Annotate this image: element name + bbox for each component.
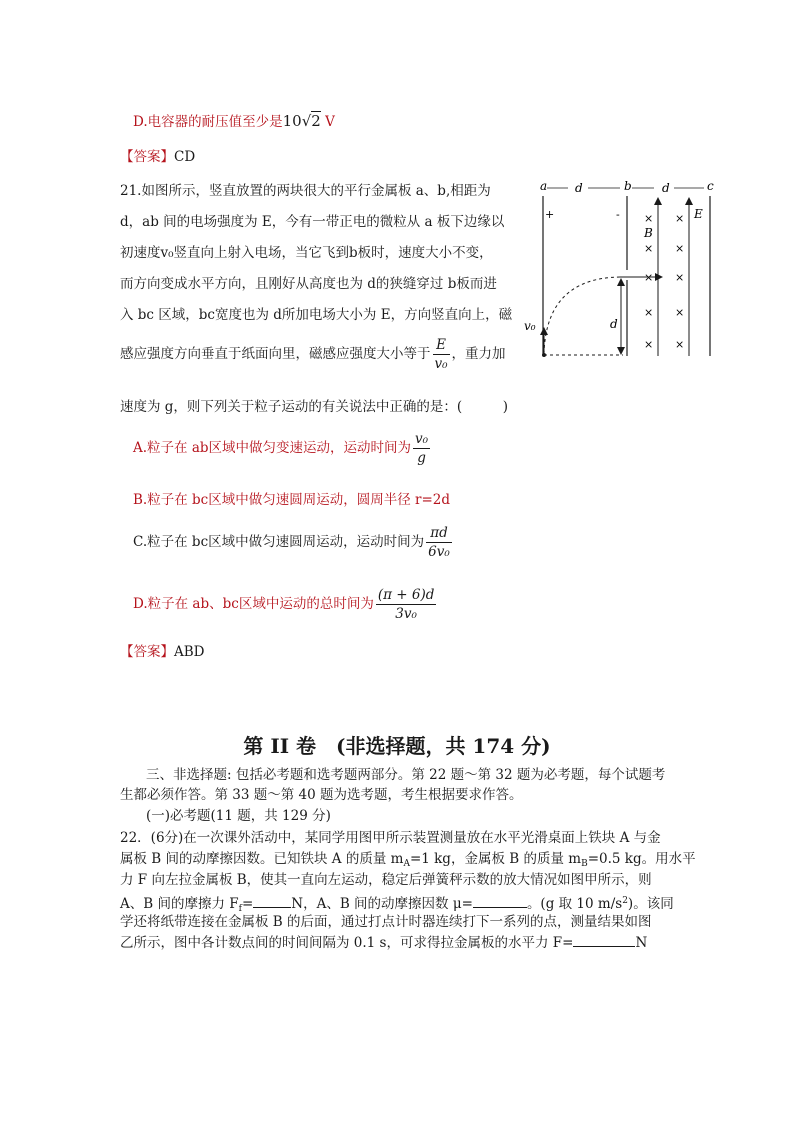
cross-mark: × — [644, 306, 654, 319]
option-a — [133, 430, 432, 467]
q22-l6a: 乙所示，图中各计数点间的时间间隔为 0.1 s，可求得拉金属板的水平力 F= — [120, 935, 574, 951]
option-a-text: A.粒子在 ab区域中做匀变速运动，运动时间为 — [133, 440, 412, 456]
prev-option-d — [133, 110, 335, 130]
q21-line: 而方向变成水平方向，且刚好从高度也为 d的狭缝穿过 b板而进 — [120, 276, 497, 292]
sqrt-icon: √ — [301, 112, 312, 130]
q21-line6-prefix: 感应强度方向垂直于纸面向里，磁感应强度大小等于 — [120, 346, 431, 362]
prev-option-d-text: D.电容器的耐压值至少是 — [133, 114, 283, 130]
frac-num: πd — [426, 524, 452, 543]
frac-num: E — [433, 336, 450, 355]
answer-1-value: CD — [174, 149, 196, 165]
label-d-top-2: d — [662, 181, 670, 195]
option-c-text: C.粒子在 bc区域中做匀速圆周运动，运动时间为 — [133, 534, 425, 550]
cross-mark: × — [675, 271, 685, 284]
section-2-intro-1: 三、非选择题: 包括必考题和选考题两部分。第 22 题～第 32 题为必考题，每个试题考 — [146, 767, 666, 783]
label-a: a — [540, 179, 548, 193]
option-a-fraction — [413, 430, 430, 467]
q22-l4e: )。该同 — [627, 896, 674, 912]
q22-l4d: 。(g 取 10 m/s — [526, 896, 623, 912]
q21-line: 初速度v₀竖直向上射入电场，当它飞到b板时，速度大小不变， — [120, 245, 493, 261]
section-2-title: 第 II 卷 (非选择题，共 174 分) — [243, 734, 551, 758]
option-d-fraction — [376, 586, 437, 623]
q22-l4sup: 2 — [622, 896, 628, 906]
q22-l2sub1: A — [403, 859, 410, 869]
q21-figure — [520, 178, 720, 368]
frac-den: v₀ — [434, 356, 448, 372]
q22-l4b: = — [241, 896, 254, 912]
section-2-sub: (一)必考题(11 题，共 129 分) — [146, 808, 331, 824]
cross-mark: × — [644, 271, 654, 284]
q22-l2sub2: B — [581, 859, 588, 869]
q21-line: d，ab 间的电场强度为 E，今有一带正电的微粒从 a 板下边缘以 — [120, 214, 505, 230]
label-v0: v₀ — [524, 319, 536, 333]
q22-line-1: 22．(6分)在一次课外活动中，某同学用图甲所示装置测量放在水平光滑桌面上铁块 A 与金 — [120, 830, 661, 846]
label-d-top-1: d — [575, 181, 583, 195]
option-c — [133, 524, 454, 561]
frac-num: (π + 6)d — [377, 587, 435, 603]
q21-line6-suffix: ，重力加 — [451, 346, 506, 362]
question-21 — [120, 176, 512, 331]
answer-1 — [120, 145, 195, 165]
frac-den: 3v₀ — [395, 606, 417, 622]
section-2-intro-2: 生都必须作答。第 33 题～第 40 题为选考题，考生根据要求作答。 — [120, 787, 523, 803]
label-c: c — [707, 179, 714, 193]
blank-pulling-force[interactable] — [573, 934, 635, 947]
prev-option-d-unit: V — [320, 114, 335, 130]
frac-den: g — [417, 450, 426, 466]
q22-l4c: N，A、B 间的动摩擦因数 μ= — [291, 896, 473, 912]
q21-line: 21.如图所示，竖直放置的两块很大的平行金属板 a、b,相距为 — [120, 183, 491, 199]
option-d — [133, 586, 438, 623]
cross-mark: × — [675, 338, 685, 351]
q22-l2c: =0.5 kg。用水平 — [587, 851, 696, 867]
q22-l2a: 属板 B 间的动摩擦因数。已知铁块 A 的质量 m — [120, 851, 404, 867]
label-b: b — [624, 179, 632, 193]
label-minus: - — [616, 208, 620, 221]
option-c-fraction — [426, 524, 452, 561]
particle-dot — [542, 353, 546, 357]
prev-option-d-radicand: 2 — [311, 112, 321, 130]
q21-fraction — [433, 336, 450, 373]
q21-line: 入 bc 区域，bc宽度也为 d所加电场大小为 E，方向竖直向上，磁 — [120, 307, 513, 323]
option-d-text: D.粒子在 ab、bc区域中运动的总时间为 — [133, 596, 374, 612]
frac-num: v₀ — [415, 431, 429, 447]
trajectory — [544, 277, 620, 354]
q22-l2b: =1 kg，金属板 B 的质量 m — [409, 851, 582, 867]
q21-line-6 — [120, 336, 506, 373]
label-b-field: B — [644, 226, 653, 240]
label-d-side: d — [610, 317, 618, 331]
blank-friction-coefficient[interactable] — [473, 895, 527, 908]
option-b: B.粒子在 bc区域中做匀速圆周运动，圆周半径 r=2d — [133, 492, 450, 508]
cross-mark: × — [675, 306, 685, 319]
prev-option-d-value: 10 — [282, 112, 302, 130]
cross-mark: × — [644, 338, 654, 351]
q22-l6b: N — [635, 935, 648, 951]
answer-1-label: 【答案】 — [120, 149, 174, 165]
answer-2-label: 【答案】 — [120, 644, 174, 660]
q22-line-3: 力 F 向左拉金属板 B，使其一直向左运动，稳定后弹簧秤示数的放大情况如图甲所示，则 — [120, 872, 652, 888]
q22-line-6 — [120, 932, 647, 954]
label-plus: + — [545, 208, 555, 221]
answer-2-value: ABD — [174, 644, 205, 660]
answer-2 — [120, 640, 205, 660]
frac-den: 6v₀ — [428, 544, 450, 560]
q22-line-5: 学还将纸带连接在金属板 B 的后面，通过打点计时器连续打下一系列的点，测量结果如图 — [120, 914, 652, 930]
cross-mark: × — [644, 212, 654, 225]
cross-mark: × — [644, 242, 654, 255]
q21-line-7: 速度为 g，则下列关于粒子运动的有关说法中正确的是：( ) — [120, 399, 508, 415]
cross-mark: × — [675, 212, 685, 225]
cross-mark: × — [675, 242, 685, 255]
label-e: E — [694, 207, 703, 221]
q22-l4sub: f — [238, 904, 242, 914]
q22-l4a: A、B 间的摩擦力 F — [120, 896, 239, 912]
blank-friction-force[interactable] — [253, 895, 291, 908]
